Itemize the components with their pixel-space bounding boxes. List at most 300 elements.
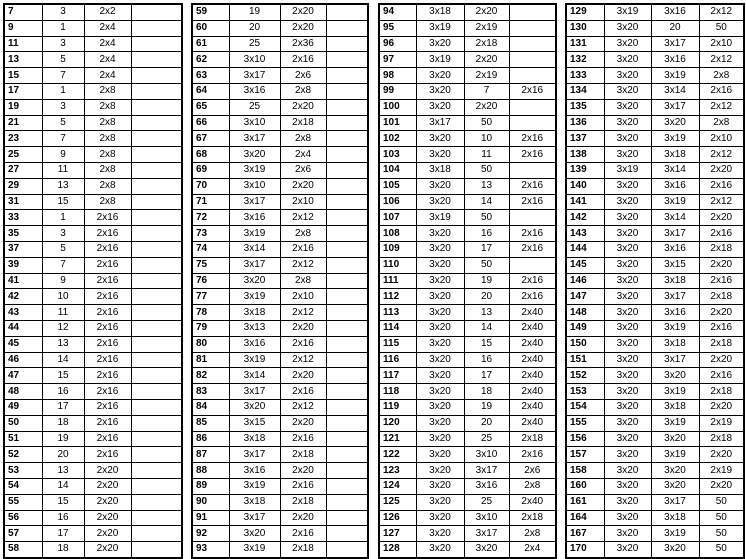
table-row — [192, 257, 368, 273]
row-number-cell: 17 — [4, 83, 42, 99]
table-cell: 2x20 — [280, 368, 326, 384]
table-row — [4, 447, 182, 463]
table-cell: 2x16 — [84, 305, 131, 321]
table-cell: 13 — [42, 178, 84, 194]
row-number-cell: 143 — [566, 226, 604, 242]
row-number-cell: 46 — [4, 352, 42, 368]
table-cell: 3x20 — [604, 526, 651, 542]
table-cell: 2x16 — [84, 399, 131, 415]
table-cell: 3x20 — [604, 178, 651, 194]
table-cell: 20 — [464, 289, 509, 305]
table-cell: 3 — [42, 36, 84, 52]
table-cell: 3x19 — [229, 289, 280, 305]
row-number-cell: 23 — [4, 131, 42, 147]
table-cell: 3x20 — [229, 526, 280, 542]
table-cell: 7 — [42, 131, 84, 147]
table-row — [566, 115, 744, 131]
table-cell — [131, 542, 182, 558]
table-cell: 3x20 — [604, 463, 651, 479]
table-cell: 2x12 — [699, 99, 744, 115]
row-number-cell: 64 — [192, 83, 229, 99]
table-cell: 2x10 — [699, 36, 744, 52]
table-cell: 2x20 — [84, 510, 131, 526]
table-block-3 — [378, 3, 557, 559]
table-row — [192, 83, 368, 99]
table-cell — [326, 20, 368, 36]
table-cell: 13 — [464, 178, 509, 194]
table-cell: 3x18 — [651, 336, 699, 352]
table-cell: 2x8 — [280, 273, 326, 289]
table-cell: 2x8 — [509, 478, 556, 494]
table-cell: 14 — [42, 478, 84, 494]
row-number-cell: 25 — [4, 147, 42, 163]
table-cell: 50 — [464, 115, 509, 131]
table-cell: 2x16 — [509, 83, 556, 99]
table-cell: 2x8 — [509, 526, 556, 542]
table-cell — [131, 178, 182, 194]
table-cell: 2x20 — [280, 178, 326, 194]
table-cell: 11 — [42, 305, 84, 321]
row-number-cell: 45 — [4, 336, 42, 352]
table-cell: 3x20 — [604, 368, 651, 384]
row-number-cell: 29 — [4, 178, 42, 194]
table-cell: 3x20 — [604, 431, 651, 447]
table-cell: 3x18 — [229, 431, 280, 447]
row-number-cell: 66 — [192, 115, 229, 131]
table-cell: 13 — [464, 305, 509, 321]
table-row — [4, 162, 182, 178]
table-row — [192, 336, 368, 352]
table-cell — [326, 241, 368, 257]
table-row — [192, 36, 368, 52]
table-cell — [326, 115, 368, 131]
table-cell: 3x20 — [604, 399, 651, 415]
table-cell: 3x20 — [416, 431, 464, 447]
table-cell: 3x20 — [651, 478, 699, 494]
table-cell: 2x16 — [699, 226, 744, 242]
table-cell: 2x20 — [699, 162, 744, 178]
row-number-cell: 96 — [379, 36, 416, 52]
table-cell: 11 — [464, 147, 509, 163]
row-number-cell: 155 — [566, 415, 604, 431]
row-number-cell: 112 — [379, 289, 416, 305]
table-cell — [131, 336, 182, 352]
table-cell: 3x16 — [229, 463, 280, 479]
table-cell — [326, 542, 368, 558]
table-row — [379, 83, 556, 99]
table-cell — [326, 131, 368, 147]
table-cell: 2x4 — [84, 36, 131, 52]
table-cell: 3x20 — [416, 131, 464, 147]
table-cell: 2x4 — [84, 68, 131, 84]
table-cell: 2x16 — [84, 415, 131, 431]
row-number-cell: 87 — [192, 447, 229, 463]
table-row — [379, 494, 556, 510]
table-cell: 2x20 — [280, 463, 326, 479]
table-cell: 2x8 — [699, 115, 744, 131]
row-number-cell: 133 — [566, 68, 604, 84]
table-row — [4, 494, 182, 510]
table-cell — [131, 478, 182, 494]
table-row — [192, 447, 368, 463]
table-cell: 3x19 — [651, 526, 699, 542]
table-row — [566, 257, 744, 273]
table-row — [379, 20, 556, 36]
row-number-cell: 41 — [4, 273, 42, 289]
table-row — [192, 526, 368, 542]
row-number-cell: 85 — [192, 415, 229, 431]
table-cell: 3x19 — [229, 226, 280, 242]
table-row — [192, 289, 368, 305]
table-cell — [131, 4, 182, 20]
table-cell: 7 — [464, 83, 509, 99]
table-cell: 1 — [42, 20, 84, 36]
row-number-cell: 11 — [4, 36, 42, 52]
table-row — [379, 273, 556, 289]
row-number-cell: 121 — [379, 431, 416, 447]
table-cell: 2x40 — [509, 305, 556, 321]
table-row — [4, 131, 182, 147]
table-cell: 2x16 — [509, 289, 556, 305]
table-cell — [326, 463, 368, 479]
table-cell — [326, 194, 368, 210]
table-cell: 3x17 — [229, 447, 280, 463]
row-number-cell: 167 — [566, 526, 604, 542]
row-number-cell: 80 — [192, 336, 229, 352]
table-cell: 50 — [699, 494, 744, 510]
table-cell: 17 — [464, 241, 509, 257]
table-cell: 20 — [229, 20, 280, 36]
table-cell: 2x8 — [84, 99, 131, 115]
table-cell: 3x20 — [416, 273, 464, 289]
table-cell: 2x16 — [509, 147, 556, 163]
table-cell: 17 — [464, 368, 509, 384]
row-number-cell: 108 — [379, 226, 416, 242]
table-cell — [326, 526, 368, 542]
row-number-cell: 93 — [192, 542, 229, 558]
table-cell: 2x20 — [699, 305, 744, 321]
table-row — [192, 194, 368, 210]
table-row — [4, 542, 182, 558]
table-cell: 16 — [42, 510, 84, 526]
table-cell: 2x18 — [699, 289, 744, 305]
table-cell: 3x16 — [651, 4, 699, 20]
table-cell: 50 — [699, 526, 744, 542]
table-cell: 3x20 — [604, 226, 651, 242]
table-cell: 2x18 — [699, 384, 744, 400]
row-number-cell: 101 — [379, 115, 416, 131]
table-row — [566, 4, 744, 20]
row-number-cell: 118 — [379, 384, 416, 400]
table-cell: 50 — [699, 542, 744, 558]
table-cell: 3x20 — [416, 399, 464, 415]
table-row — [4, 210, 182, 226]
table-cell: 3x10 — [229, 178, 280, 194]
table-row — [4, 52, 182, 68]
row-number-cell: 31 — [4, 194, 42, 210]
table-cell: 15 — [42, 194, 84, 210]
row-number-cell: 77 — [192, 289, 229, 305]
row-number-cell: 21 — [4, 115, 42, 131]
row-number-cell: 147 — [566, 289, 604, 305]
table-row — [379, 510, 556, 526]
table-cell — [326, 510, 368, 526]
table-cell — [131, 320, 182, 336]
table-cell: 3x20 — [416, 463, 464, 479]
table-cell: 3x20 — [604, 273, 651, 289]
table-cell — [326, 83, 368, 99]
table-row — [4, 305, 182, 321]
table-row — [566, 226, 744, 242]
row-number-cell: 35 — [4, 226, 42, 242]
table-row — [566, 131, 744, 147]
table-cell: 2x36 — [280, 36, 326, 52]
table-cell — [509, 257, 556, 273]
table-cell — [131, 115, 182, 131]
row-number-cell: 69 — [192, 162, 229, 178]
row-number-cell: 81 — [192, 352, 229, 368]
table-cell: 3x17 — [229, 384, 280, 400]
table-row — [566, 83, 744, 99]
table-cell: 2x20 — [280, 4, 326, 20]
table-cell: 2x16 — [699, 83, 744, 99]
table-cell: 12 — [42, 320, 84, 336]
table-cell: 3x20 — [651, 463, 699, 479]
table-cell: 2x8 — [84, 178, 131, 194]
table-cell — [326, 226, 368, 242]
table-cell — [509, 162, 556, 178]
table-row — [4, 226, 182, 242]
table-cell — [131, 415, 182, 431]
table-cell — [326, 494, 368, 510]
table-cell — [326, 399, 368, 415]
table-cell: 2x18 — [509, 431, 556, 447]
table-row — [379, 415, 556, 431]
table-cell — [326, 147, 368, 163]
table-cell: 2x8 — [280, 226, 326, 242]
table-cell: 2x10 — [280, 194, 326, 210]
table-row — [379, 226, 556, 242]
table-cell: 2x8 — [699, 68, 744, 84]
row-number-cell: 94 — [379, 4, 416, 20]
row-number-cell: 114 — [379, 320, 416, 336]
table-cell — [509, 210, 556, 226]
table-row — [4, 4, 182, 20]
table-cell: 3x18 — [651, 147, 699, 163]
table-row — [4, 273, 182, 289]
table-cell: 2x4 — [509, 542, 556, 558]
row-number-cell: 104 — [379, 162, 416, 178]
table-cell: 3x20 — [416, 36, 464, 52]
table-row — [566, 147, 744, 163]
table-cell: 3x19 — [229, 352, 280, 368]
table-cell — [131, 226, 182, 242]
table-cell — [131, 162, 182, 178]
row-number-cell: 55 — [4, 494, 42, 510]
table-row — [4, 415, 182, 431]
table-cell: 2x16 — [84, 320, 131, 336]
row-number-cell: 160 — [566, 478, 604, 494]
table-cell: 3x20 — [604, 52, 651, 68]
table-cell — [131, 210, 182, 226]
table-cell: 2x16 — [84, 289, 131, 305]
row-number-cell: 39 — [4, 257, 42, 273]
table-cell — [509, 68, 556, 84]
table-row — [566, 162, 744, 178]
table-cell: 3x17 — [229, 68, 280, 84]
table-cell — [509, 52, 556, 68]
row-number-cell: 71 — [192, 194, 229, 210]
table-row — [566, 399, 744, 415]
table-cell — [131, 131, 182, 147]
table-cell: 3x20 — [416, 99, 464, 115]
table-cell: 50 — [464, 162, 509, 178]
table-cell: 2x16 — [280, 336, 326, 352]
table-cell: 3x18 — [416, 4, 464, 20]
table-cell: 2x18 — [699, 336, 744, 352]
table-row — [4, 83, 182, 99]
table-cell: 3x16 — [651, 178, 699, 194]
table-row — [192, 115, 368, 131]
table-row — [192, 415, 368, 431]
table-cell: 3x20 — [416, 289, 464, 305]
table-row — [566, 210, 744, 226]
table-cell: 3x20 — [604, 115, 651, 131]
table-cell — [326, 99, 368, 115]
table-cell — [509, 4, 556, 20]
table-cell: 2x18 — [280, 494, 326, 510]
table-cell: 50 — [464, 210, 509, 226]
row-number-cell: 56 — [4, 510, 42, 526]
table-cell — [326, 178, 368, 194]
table-cell — [326, 257, 368, 273]
table-cell: 2x8 — [84, 162, 131, 178]
table-cell: 3x17 — [651, 352, 699, 368]
table-cell: 19 — [42, 431, 84, 447]
table-cell: 3x20 — [416, 415, 464, 431]
row-number-cell: 76 — [192, 273, 229, 289]
row-number-cell: 42 — [4, 289, 42, 305]
table-row — [192, 131, 368, 147]
row-number-cell: 51 — [4, 431, 42, 447]
table-cell — [131, 447, 182, 463]
table-row — [379, 115, 556, 131]
table-cell: 3x20 — [604, 210, 651, 226]
table-row — [379, 478, 556, 494]
table-row — [566, 463, 744, 479]
table-cell — [131, 194, 182, 210]
table-row — [379, 257, 556, 273]
table-cell: 19 — [464, 273, 509, 289]
table-cell — [326, 289, 368, 305]
table-cell: 3x18 — [651, 510, 699, 526]
table-cell — [326, 415, 368, 431]
table-cell: 3x19 — [651, 131, 699, 147]
table-cell — [131, 52, 182, 68]
table-cell: 3x19 — [229, 162, 280, 178]
row-number-cell: 48 — [4, 384, 42, 400]
table-row — [379, 178, 556, 194]
table-cell: 3x20 — [229, 399, 280, 415]
table-cell: 3x19 — [604, 162, 651, 178]
table-cell: 15 — [464, 336, 509, 352]
table-cell: 3x20 — [464, 542, 509, 558]
table-cell: 2x12 — [699, 4, 744, 20]
row-number-cell: 150 — [566, 336, 604, 352]
table-row — [379, 36, 556, 52]
table-row — [566, 510, 744, 526]
table-cell: 3x17 — [464, 463, 509, 479]
table-cell: 2x12 — [280, 305, 326, 321]
table-cell — [131, 305, 182, 321]
table-row — [4, 178, 182, 194]
table-cell: 13 — [42, 336, 84, 352]
table-cell: 3x20 — [416, 478, 464, 494]
table-cell: 25 — [229, 99, 280, 115]
table-cell: 3x20 — [604, 20, 651, 36]
table-row — [192, 52, 368, 68]
table-cell: 2x19 — [464, 68, 509, 84]
table-cell: 2x6 — [509, 463, 556, 479]
table-cell: 2x16 — [84, 384, 131, 400]
table-row — [192, 226, 368, 242]
table-cell: 18 — [42, 542, 84, 558]
table-body — [192, 4, 368, 558]
row-number-cell: 140 — [566, 178, 604, 194]
table-cell — [326, 162, 368, 178]
table-row — [566, 178, 744, 194]
row-number-cell: 60 — [192, 20, 229, 36]
row-number-cell: 47 — [4, 368, 42, 384]
row-number-cell: 82 — [192, 368, 229, 384]
table-row — [379, 384, 556, 400]
table-row — [4, 241, 182, 257]
row-number-cell: 89 — [192, 478, 229, 494]
table-cell — [131, 147, 182, 163]
table-cell — [326, 36, 368, 52]
row-number-cell: 134 — [566, 83, 604, 99]
row-number-cell: 154 — [566, 399, 604, 415]
table-row — [379, 289, 556, 305]
table-cell: 2x18 — [464, 36, 509, 52]
table-cell: 3x20 — [604, 352, 651, 368]
table-cell: 2x20 — [699, 399, 744, 415]
table-row — [4, 257, 182, 273]
row-number-cell: 149 — [566, 320, 604, 336]
table-cell: 2x19 — [699, 463, 744, 479]
table-cell: 3x20 — [604, 542, 651, 558]
table-row — [379, 241, 556, 257]
row-number-cell: 86 — [192, 431, 229, 447]
row-number-cell: 79 — [192, 320, 229, 336]
table-row — [4, 289, 182, 305]
table-cell: 2x8 — [84, 147, 131, 163]
row-number-cell: 113 — [379, 305, 416, 321]
row-number-cell: 137 — [566, 131, 604, 147]
table-cell: 15 — [42, 368, 84, 384]
table-cell: 17 — [42, 399, 84, 415]
table-cell: 2x20 — [464, 99, 509, 115]
table-row — [192, 178, 368, 194]
table-cell: 3x15 — [229, 415, 280, 431]
table-cell: 2x20 — [84, 526, 131, 542]
table-row — [379, 447, 556, 463]
table-cell: 3x20 — [416, 494, 464, 510]
table-cell: 3x17 — [229, 131, 280, 147]
row-number-cell: 50 — [4, 415, 42, 431]
table-cell: 3x20 — [416, 147, 464, 163]
row-number-cell: 19 — [4, 99, 42, 115]
